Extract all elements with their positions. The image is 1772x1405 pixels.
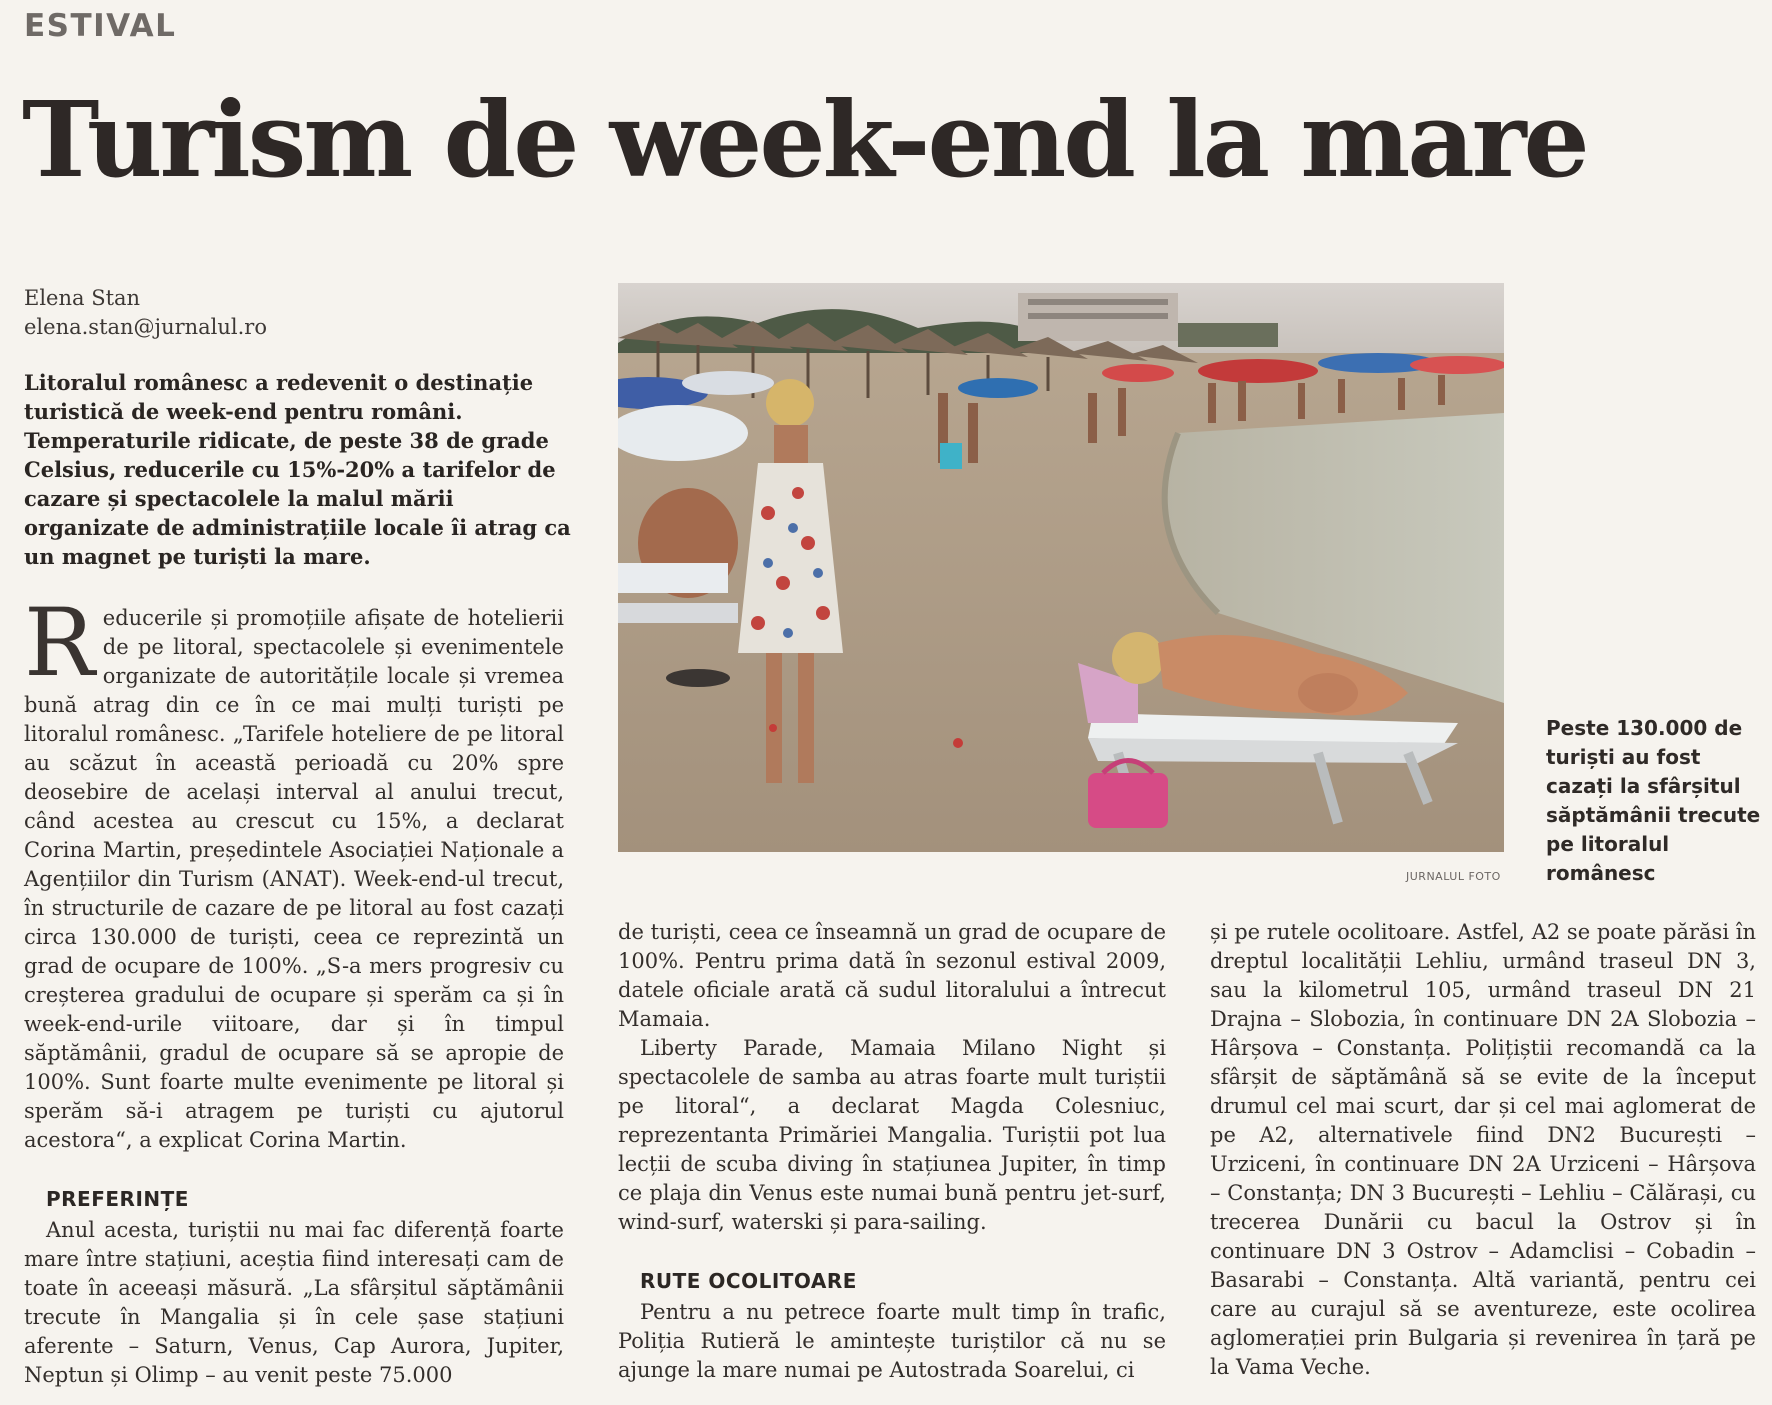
byline <box>24 284 267 342</box>
photo-credit: JURNALUL FOTO <box>1406 870 1501 883</box>
drop-cap: R <box>24 589 95 698</box>
headline: Turism de week-end la mare <box>22 78 1587 201</box>
article-column-3 <box>1210 918 1756 1382</box>
body-paragraph <box>24 589 564 1155</box>
photo-caption: Peste 130.000 de turiști au fost cazați la sfârșitul săptămânii trecute pe litoralul românesc <box>1546 716 1761 885</box>
subheading-rute-ocolitoare: RUTE OCOLITOARE <box>640 1269 857 1293</box>
author-email[interactable]: elena.stan@jurnalul.ro <box>24 315 267 339</box>
article-column-1 <box>24 589 564 1390</box>
lead-paragraph: Litoralul românesc a redevenit o destinație turistică de week-end pentru români. Temperaturile ridicate, de peste 38 de grade Celsius, reducerile cu 15%-20% a tarifelor de cazare și spectacolele la malul mării organizate de administrațiile locale îi atrag ca un magnet pe turiști la mare. <box>24 370 571 569</box>
body-paragraph: Anul acesta, turiștii nu mai fac diferență foarte mare între stațiuni, aceștia fiind interesați cam de toate în aceeași măsură. „La sfârșitul săptămânii trecute în Mangalia și în cele șase stațiuni aferente – Saturn, Venus, Cap Aurora, Jupiter, Neptun și Olimp – au venit peste 75.000 <box>24 1218 564 1387</box>
author-name: Elena Stan <box>24 286 141 310</box>
paragraph-text: educerile și promoțiile afișate de hotelierii de pe litoral, spectacolele și evenimentele organizate de autoritățile locale și vremea bună atrag din ce în ce mai mulți turiști pe litoralul românesc. „Tarifele hoteliere de pe litoral au scăzut în această perioadă cu 20% spre deosebire de același interval al anului trecut, când acestea au crescut cu 15%, a declarat Corina Martin, președintele Asociației Naționale a Agențiilor din Turism (ANAT). Week-end-ul trecut, în structurile de cazare de pe litoral au fost cazați circa 130.000 de turiști, ceea ce reprezintă un grad de ocupare de 100%. „S-a mers progresiv cu creșterea gradului de ocupare și sperăm ca și în week-end-urile viitoare, dar și în timpul săptămânii, gradul de ocupare să se apropie de 100%. Sunt foarte multe evenimente pe litoral și sperăm să-i atragem pe turiști cu ajutorul acestora“, a explicat Corina Martin. <box>24 606 564 1152</box>
beach-photo <box>618 283 1504 852</box>
subheading-preferinte: PREFERINȚE <box>46 1187 189 1211</box>
body-paragraph: și pe rutele ocolitoare. Astfel, A2 se poate părăsi în dreptul localității Lehliu, urmând traseul DN 3, sau la kilometrul 105, urmând traseul DN 21 Drajna – Slobozia, în continuare DN 2A Slobozia – Hârșova – Constanța. Polițiștii recomandă ca la sfârșit de săptămână să se evite de la început drumul cel mai scurt, dar și cel mai aglomerat de pe A2, alternativele fiind DN2 București – Urziceni, în continuare DN 2A Urziceni – Hârșova – Constanța; DN 3 București – Lehliu – Călărași, cu trecerea Dunării cu bacul la Ostrov și în continuare DN 3 Ostrov – Adamclisi – Cobadin – Basarabi – Constanța. Altă variantă, pentru cei care au curajul să se aventureze, este ocolirea aglomerației prin Bulgaria și revenirea în țară pe la Vama Veche. <box>1210 920 1756 1379</box>
body-paragraph: de turiști, ceea ce înseamnă un grad de ocupare de 100%. Pentru prima dată în sezonul estival 2009, datele oficiale arată că sudul litoralului a întrecut Mamaia. <box>618 920 1166 1031</box>
article-column-2 <box>618 918 1166 1385</box>
body-paragraph: Pentru a nu petrece foarte mult timp în trafic, Poliția Rutieră le amintește turiștilor că nu se ajunge la mare numai pe Autostrada Soarelui, ci <box>618 1300 1166 1382</box>
section-label: ESTIVAL <box>24 8 177 44</box>
body-paragraph: Liberty Parade, Mamaia Milano Night și spectacolele de samba au atras foarte mult turiștii pe litoral“, a declarat Magda Colesniuc, reprezentanta Primăriei Mangalia. Turiștii pot lua lecții de scuba diving în stațiunea Jupiter, în timp ce plaja din Venus este numai bună pentru jet-surf, wind-surf, waterski și para-sailing. <box>618 1036 1166 1234</box>
